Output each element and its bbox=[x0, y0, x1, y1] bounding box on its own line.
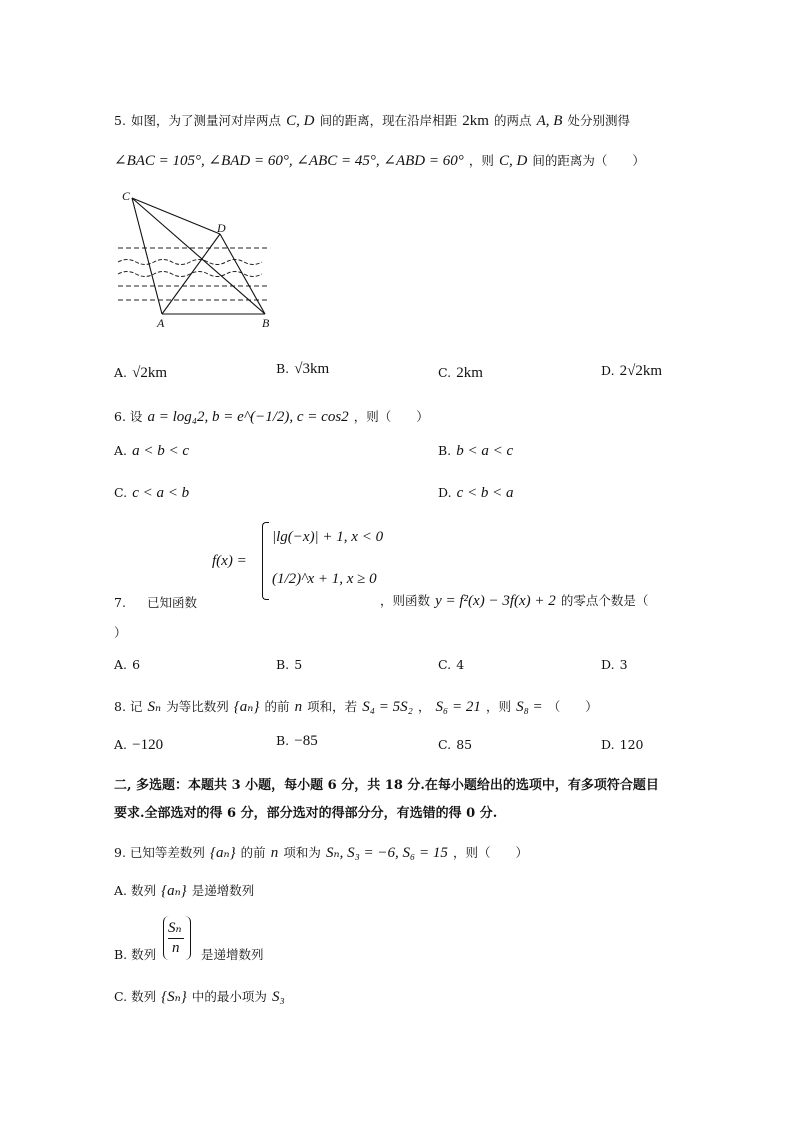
math-n: n bbox=[294, 699, 303, 715]
option-value: b < a < c bbox=[456, 443, 514, 459]
option-value: 4 bbox=[456, 657, 465, 672]
fraction-numerator: Sₙ bbox=[168, 920, 182, 936]
math-points: A, B bbox=[536, 113, 563, 129]
option-label: B. bbox=[276, 733, 290, 748]
math-sn: Sₙ bbox=[147, 699, 162, 715]
question-number: 6. 设 bbox=[114, 409, 143, 424]
option-label: D. bbox=[601, 363, 615, 378]
question-text: ，则函数 bbox=[380, 593, 431, 608]
math-term: S₃ bbox=[271, 989, 285, 1005]
option-label: D. bbox=[438, 485, 452, 500]
math-points: C, D bbox=[498, 153, 528, 169]
q5-option-d bbox=[601, 360, 662, 380]
question-text: ，则（ ） bbox=[353, 409, 429, 424]
q5-option-c bbox=[438, 362, 483, 382]
paren: （ ） bbox=[547, 699, 598, 714]
q5-option-b bbox=[276, 358, 329, 378]
question-text: 间的距离，现在沿岸相距 bbox=[319, 113, 458, 128]
option-value: 2km bbox=[456, 365, 483, 381]
q6-option-a bbox=[114, 440, 189, 460]
option-value: 5 bbox=[294, 657, 303, 672]
option-value: 2√2km bbox=[619, 363, 663, 379]
question-7-line-b bbox=[380, 590, 648, 610]
question-7-close bbox=[114, 622, 127, 641]
math-condition: S₆ = 21 bbox=[435, 699, 481, 715]
option-label: D. bbox=[601, 657, 615, 672]
label-D: D bbox=[217, 221, 226, 235]
q8-option-a bbox=[114, 734, 163, 754]
label-A: A bbox=[157, 316, 165, 330]
option-label: A. bbox=[114, 657, 128, 672]
q9-option-c bbox=[114, 986, 285, 1006]
question-5-line2 bbox=[114, 150, 645, 170]
option-text: 是递增数列 bbox=[191, 883, 255, 898]
math-condition: S₄ = 5S₂ bbox=[362, 699, 413, 715]
paren: ） bbox=[114, 625, 127, 640]
question-text: 的两点 bbox=[493, 113, 532, 128]
river-figure bbox=[110, 186, 280, 336]
option-label: C. bbox=[438, 657, 452, 672]
case-expression: (1/2)^x + 1, x ≥ 0 bbox=[272, 571, 377, 587]
question-text: 处分别测得 bbox=[567, 113, 630, 128]
case-expression: |lg(−x)| + 1, x < 0 bbox=[272, 529, 384, 545]
math-angles: ∠BAC = 105°, ∠BAD = 60°, ∠ABC = 45°, ∠ABD = 60° bbox=[114, 153, 464, 169]
piecewise-brace bbox=[262, 522, 269, 600]
math-sequence: {aₙ} bbox=[210, 845, 236, 861]
q8-option-d bbox=[601, 734, 644, 753]
q8-option-c bbox=[438, 734, 472, 753]
option-label: D. bbox=[601, 737, 615, 752]
option-label: B. 数列 bbox=[114, 947, 157, 962]
q7-option-d bbox=[601, 654, 628, 673]
function-name: f(x) = bbox=[212, 553, 247, 569]
question-number: 9. 已知等差数列 bbox=[114, 845, 205, 860]
option-value: 3 bbox=[619, 657, 628, 672]
option-label: A. bbox=[114, 737, 128, 752]
section-2-line2: 要求.全部选对的得 6 分，部分选对的得部分分，有选错的得 0 分. bbox=[114, 806, 498, 821]
q7-option-b bbox=[276, 654, 302, 673]
q6-option-d bbox=[438, 482, 514, 502]
section-2-line1: 二, 多选题：本题共 3 小题，每小题 6 分，共 18 分.在每小题给出的选项中，有多项符合题目 bbox=[114, 778, 659, 793]
question-text: 项和为 bbox=[283, 845, 321, 860]
question-text: ，则 bbox=[468, 153, 494, 168]
question-text: 已知函数 bbox=[147, 595, 198, 610]
option-label: B. bbox=[438, 443, 452, 458]
math-ask: S₈ = bbox=[516, 699, 543, 715]
option-label: B. bbox=[276, 361, 290, 376]
q7-option-a bbox=[114, 654, 140, 673]
option-value: −85 bbox=[294, 733, 318, 749]
option-value: 120 bbox=[619, 737, 644, 752]
option-value: 85 bbox=[456, 737, 473, 752]
question-8 bbox=[114, 696, 598, 716]
option-value: a < b < c bbox=[132, 443, 190, 459]
question-7-line bbox=[114, 592, 197, 611]
question-5-line1 bbox=[114, 110, 630, 130]
option-value: √3km bbox=[294, 361, 330, 377]
piecewise-case-1 bbox=[272, 526, 383, 546]
option-label: B. bbox=[276, 657, 290, 672]
option-label: C. bbox=[114, 485, 128, 500]
q5-option-a bbox=[114, 362, 167, 382]
piecewise-case-2 bbox=[272, 568, 377, 588]
question-text: 间的距离为（ ） bbox=[532, 153, 645, 168]
question-number: 5. bbox=[114, 113, 126, 128]
question-text: ， bbox=[417, 699, 431, 714]
fraction-denominator: n bbox=[172, 940, 180, 956]
math-sequence: {Sₙ} bbox=[161, 989, 187, 1005]
option-label: C. 数列 bbox=[114, 989, 157, 1004]
option-label: C. bbox=[438, 365, 452, 380]
option-text: 是递增数列 bbox=[201, 947, 264, 962]
label-B: B bbox=[262, 316, 270, 330]
math-expression: a = log₄2, b = e^(−1/2), c = cos2 bbox=[147, 409, 349, 425]
option-value: c < a < b bbox=[132, 485, 190, 501]
q9-option-a bbox=[114, 880, 254, 900]
question-text: ，则 bbox=[485, 699, 511, 714]
question-text: 的前 bbox=[264, 699, 290, 714]
question-text: 如图，为了测量河对岸两点 bbox=[131, 113, 282, 128]
question-text: 项和，若 bbox=[307, 699, 358, 714]
option-label: A. bbox=[114, 443, 128, 458]
question-text: 为等比数列 bbox=[166, 699, 229, 714]
fraction-bar bbox=[168, 938, 184, 939]
math-sequence: {aₙ} bbox=[161, 883, 187, 899]
q6-option-c bbox=[114, 482, 189, 502]
math-condition: Sₙ, S₃ = −6, S₆ = 15 bbox=[325, 845, 448, 861]
question-number: 7. bbox=[114, 595, 126, 610]
option-value: c < b < a bbox=[456, 485, 514, 501]
option-value: −120 bbox=[132, 737, 164, 753]
question-number: 8. 记 bbox=[114, 699, 143, 714]
question-text: 的零点个数是（ bbox=[560, 593, 649, 608]
option-label: C. bbox=[438, 737, 452, 752]
math-n: n bbox=[270, 845, 279, 861]
q7-option-c bbox=[438, 654, 464, 673]
option-label: A. bbox=[114, 365, 128, 380]
math-distance: 2km bbox=[462, 113, 489, 129]
label-C: C bbox=[122, 189, 131, 203]
question-9 bbox=[114, 842, 528, 862]
q8-option-b bbox=[276, 730, 318, 750]
math-points: C, D bbox=[286, 113, 315, 129]
option-value: √2km bbox=[132, 365, 168, 381]
math-expression: y = f²(x) − 3f(x) + 2 bbox=[435, 593, 556, 609]
q6-option-b bbox=[438, 440, 513, 460]
question-6 bbox=[114, 406, 429, 426]
q9-option-b-tail bbox=[201, 944, 264, 963]
q7-function-def bbox=[212, 550, 247, 570]
option-value: 6 bbox=[132, 657, 141, 672]
option-text: 中的最小项为 bbox=[191, 989, 267, 1004]
option-label: A. 数列 bbox=[114, 883, 156, 898]
question-text: 的前 bbox=[240, 845, 266, 860]
math-sequence: {aₙ} bbox=[233, 699, 260, 715]
q9-option-b-label bbox=[114, 944, 156, 963]
question-text: ，则（ ） bbox=[452, 845, 528, 860]
